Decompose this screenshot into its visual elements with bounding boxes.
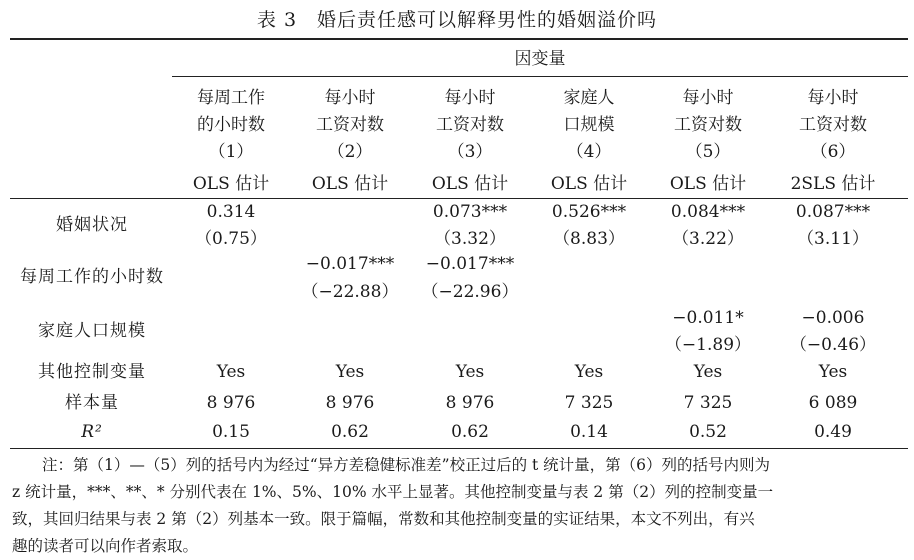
row-label-family: 家庭人口规模 <box>38 321 146 341</box>
column-header-line2: 工资对数 <box>799 115 867 135</box>
table-cell: （0.75） <box>195 229 267 249</box>
column-method: OLS 估计 <box>431 174 509 194</box>
column-method: OLS 估计 <box>669 174 747 194</box>
column-number: （6） <box>810 142 856 162</box>
table-cell: Yes <box>818 362 848 382</box>
row-label-r-squared: R² <box>81 422 103 442</box>
column-header-line1: 每周工作 <box>197 88 265 108</box>
column-header-line2: 工资对数 <box>674 115 742 135</box>
table-cell: 6 089 <box>808 393 858 413</box>
table-cell: 0.14 <box>570 422 608 442</box>
table-cell: 7 325 <box>564 393 614 413</box>
top-rule <box>10 38 908 40</box>
column-number: （2） <box>327 142 373 162</box>
column-header-line2: 口规模 <box>563 115 615 135</box>
table-cell: −0.006 <box>801 308 865 328</box>
table-cell: 8 976 <box>206 393 256 413</box>
table-cell: 8 976 <box>445 393 495 413</box>
table-cell: 0.087*** <box>795 202 871 222</box>
table-cell: Yes <box>335 362 365 382</box>
column-header-line1: 家庭人 <box>563 88 615 108</box>
row-label-marital: 婚姻状况 <box>56 215 128 235</box>
table-cell: 0.526*** <box>551 202 627 222</box>
table-cell: （3.11） <box>797 229 869 249</box>
row-label-controls: 其他控制变量 <box>38 362 146 382</box>
table-cell: 0.084*** <box>670 202 746 222</box>
column-header-line1: 每小时 <box>444 88 496 108</box>
table-cell: Yes <box>455 362 485 382</box>
table-cell: （8.83） <box>553 229 625 249</box>
table-cell: 0.15 <box>212 422 250 442</box>
column-number: （3） <box>447 142 493 162</box>
table-cell: 0.52 <box>689 422 727 442</box>
table-cell: 0.073*** <box>432 202 508 222</box>
column-header-line1: 每小时 <box>807 88 859 108</box>
column-header-line2: 的小时数 <box>197 115 265 135</box>
table-cell: （−0.46） <box>789 335 877 355</box>
table-cell: （−22.96） <box>421 282 519 302</box>
column-method: OLS 估计 <box>550 174 628 194</box>
column-number: （1） <box>208 142 254 162</box>
table-cell: −0.011* <box>672 308 744 328</box>
column-header-line2: 工资对数 <box>436 115 504 135</box>
column-number: （5） <box>685 142 731 162</box>
table-cell: −0.017*** <box>425 254 515 274</box>
table-cell: 0.62 <box>331 422 369 442</box>
table-title: 表 3 婚后责任感可以解释男性的婚姻溢价吗 <box>256 9 658 31</box>
table-cell: 0.62 <box>451 422 489 442</box>
column-header-line2: 工资对数 <box>316 115 384 135</box>
note-line: 注：第（1）—（5）列的括号内为经过“异方差稳健标准差”校正过后的 t 统计量，第（6）列的括号内则为 <box>42 456 771 474</box>
table-cell: 7 325 <box>683 393 733 413</box>
column-header-line1: 每小时 <box>324 88 376 108</box>
column-method: OLS 估计 <box>311 174 389 194</box>
column-method: OLS 估计 <box>192 174 270 194</box>
dependent-variable-label: 因变量 <box>514 49 566 69</box>
table-note <box>12 452 902 560</box>
table-cell: 8 976 <box>325 393 375 413</box>
column-header-line1: 每小时 <box>682 88 734 108</box>
row-label-sample-size: 样本量 <box>65 393 119 413</box>
row-label-hours: 每周工作的小时数 <box>20 267 164 287</box>
table-cell: （−22.88） <box>301 282 399 302</box>
table-cell: （−1.89） <box>664 335 752 355</box>
table-cell: −0.017*** <box>305 254 395 274</box>
table-cell: Yes <box>216 362 246 382</box>
table-cell: （3.22） <box>672 229 744 249</box>
note-line: 致，其回归结果与表 2 第（2）列基本一致。限于篇幅，常数和其他控制变量的实证结果，本文不列出，有兴 <box>12 510 755 528</box>
column-number: （4） <box>566 142 612 162</box>
table-cell: 0.314 <box>206 202 256 222</box>
group-rule <box>172 76 908 77</box>
table-cell: （3.32） <box>434 229 506 249</box>
note-line: 趣的读者可以向作者索取。 <box>12 537 199 555</box>
table-cell: Yes <box>574 362 604 382</box>
table-cell: 0.49 <box>814 422 852 442</box>
bottom-rule <box>10 448 908 449</box>
column-method: 2SLS 估计 <box>790 174 876 194</box>
note-line: z 统计量，***、**、* 分别代表在 1%、5%、10% 水平上显著。其他控制变量与表 2 第（2）列的控制变量一 <box>12 483 774 501</box>
table-cell: Yes <box>693 362 723 382</box>
